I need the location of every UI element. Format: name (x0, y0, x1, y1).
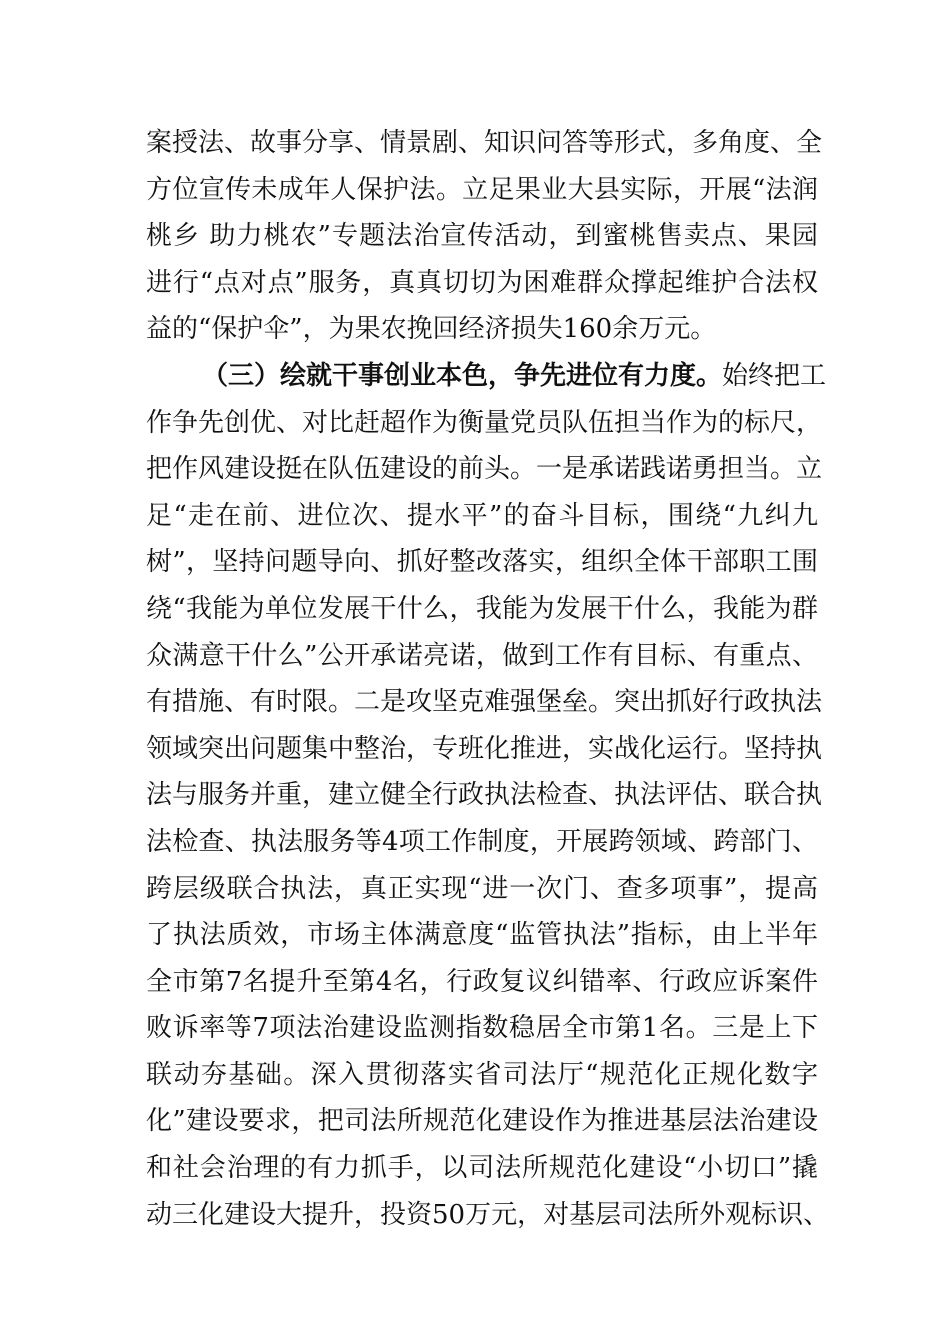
text-line: 进行“点对点”服务，真真切切为困难群众撑起维护合法权 (146, 267, 818, 298)
text-line: 了执法质效，市场主体满意度“监管执法”指标，由上半年 (146, 920, 818, 951)
text-line: 把作风建设挺在队伍建设的前头。一是承诺践诺勇担当。立 (146, 454, 823, 485)
text-line: 有措施、有时限。二是攻坚克难强堡垒。突出抓好行政执法 (146, 687, 823, 718)
text-line: 法与服务并重，建立健全行政执法检查、执法评估、联合执 (146, 780, 823, 811)
text-line: 联动夯基础。深入贯彻落实省司法厅“规范化正规化数字 (146, 1059, 818, 1090)
text-line: 和社会治理的有力抓手，以司法所规范化建设“小切口”撬 (146, 1153, 818, 1184)
text-line: 绕“我能为单位发展干什么，我能为发展干什么，我能为群 (146, 593, 818, 624)
text-line: 益的“保护伞”，为果农挽回经济损失160余万元。 (146, 314, 717, 345)
text-line: 案授法、故事分享、情景剧、知识问答等形式，多角度、全 (146, 128, 823, 158)
text-line: 方位宣传未成年人保护法。立足果业大县实际，开展“法润 (146, 174, 818, 205)
text-line: 领域突出问题集中整治，专班化推进，实战化运行。坚持执 (146, 733, 823, 764)
text-fragment: 始终把工 (722, 360, 827, 391)
text-line: 动三化建设大提升，投资50万元，对基层司法所外观标识、 (146, 1199, 830, 1230)
text-line: 全市第7名提升至第4名，行政复议纠错率、行政应诉案件 (146, 966, 818, 997)
text-line: 化”建设要求，把司法所规范化建设作为推进基层法治建设 (146, 1106, 818, 1137)
text-line: 桃乡 助力桃农”专题法治宣传活动，到蜜桃售卖点、果园 (146, 221, 818, 252)
text-line: 众满意干什么”公开承诺亮诺，做到工作有目标、有重点、 (146, 640, 818, 671)
text-line: 足“走在前、进位次、提水平”的奋斗目标，围绕“九纠九 (146, 500, 818, 531)
section-heading-line (146, 353, 827, 400)
text-line: 败诉率等7项法治建设监测指数稳居全市第1名。三是上下 (146, 1013, 818, 1044)
section-heading: （三）绘就干事创业本色，争先进位有力度。 (202, 360, 723, 391)
text-line: 跨层级联合执法，真正实现“进一次门、查多项事”，提高 (146, 873, 818, 904)
body-text (146, 120, 830, 1238)
text-line: 树”，坚持问题导向、抓好整改落实，组织全体干部职工围 (146, 547, 818, 578)
text-line: 法检查、执法服务等4项工作制度，开展跨领域、跨部门、 (146, 826, 818, 857)
text-line: 作争先创优、对比赶超作为衡量党员队伍担当作为的标尺， (146, 407, 823, 438)
